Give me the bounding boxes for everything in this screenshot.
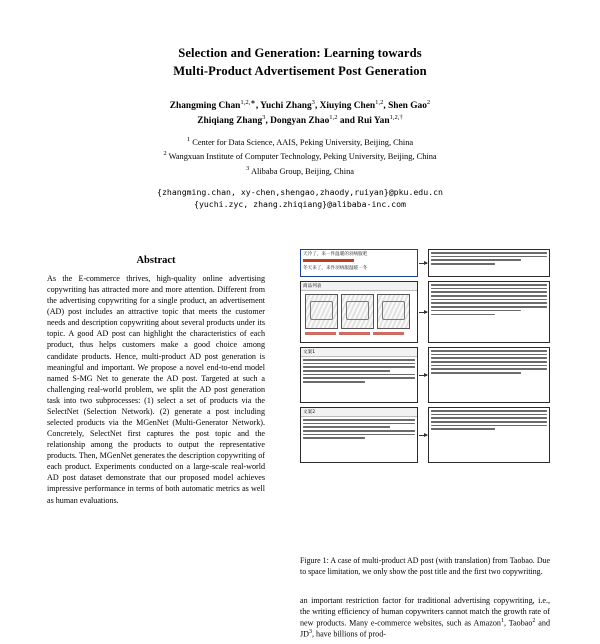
footnote-ref-2: 2 — [532, 617, 536, 624]
figure-copywriting-1 — [300, 347, 418, 403]
figure-translation-copy-1-text — [429, 348, 549, 378]
text-line — [431, 310, 521, 312]
text-line — [431, 306, 547, 308]
right-column-body — [300, 595, 550, 641]
text-line — [303, 370, 390, 372]
figure-copywriting-2 — [300, 407, 418, 463]
affiliation-1: $^1$ Center for Data Science, AAIS, Peking University, Beijing, China — [186, 135, 414, 147]
text-line — [431, 414, 547, 416]
figure-copywriting-2-title: 文案2 — [301, 408, 417, 417]
text-line — [431, 302, 547, 304]
text-line — [431, 288, 547, 290]
body-text-part-2: , Taobao — [503, 618, 533, 628]
product-thumbnail — [305, 294, 338, 329]
figure-translation-copy-1 — [428, 347, 550, 403]
text-line — [303, 430, 415, 432]
text-line — [431, 295, 547, 297]
affiliation-list — [40, 135, 560, 178]
product-price — [339, 332, 370, 335]
figure-post-header-subtitle: 冬天来了，来件羽绒服温暖一冬 — [303, 265, 368, 271]
text-line — [303, 374, 415, 376]
text-line — [431, 252, 547, 254]
title-line-2: Multi-Product Advertisement Post Generation — [173, 64, 427, 79]
figure-product-list-title: 商品列表 — [301, 282, 417, 291]
abstract-body: As the E-commerce thrives, high-quality online advertising copywriting has attracted more and more attention. Different from the advertising copywriting for a single product, an advertisement (AD) post includes an attractive topic that meets the customer needs and description copywriting about several products under its topic. A good AD post can highlight the characteristics of each product, thus helps customers make a good choice among candidate products. Hence, multi-product AD post generation is meaningful and important. We propose a novel end-to-end model named S-MG Net to generate the AD post. Targeted at such a challenging real-world problem, we split the AD post generation task into two subprocesses: (1) select a set of products via the SelectNet (Selection Network). (2) generate a post including selected products via the MGenNet (Multi-Generator Network). Concretely, SelectNet first captures the post topic and the relationship among the products to output the representative products. Then, MGenNet generates the description copywriting of each product. Experiments conducted on a large-scale real-world AD post dataset demonstrate that our proposed model achieves impressive performance in terms of both automatic metrics as well as human evaluations. — [47, 274, 265, 505]
figure-translation-products-text — [429, 282, 549, 319]
text-line — [431, 259, 521, 261]
email-line-2: {yuchi.zyc, zhang.zhiqiang}@alibaba-inc.com — [194, 199, 406, 210]
product-thumbnail — [341, 294, 374, 329]
text-line — [303, 419, 415, 421]
text-line — [303, 381, 365, 383]
figure-post-header — [300, 249, 418, 277]
figure-product-prices — [301, 332, 417, 337]
abstract-heading: Abstract — [136, 255, 176, 266]
connector-arrow — [419, 312, 427, 313]
text-line — [431, 357, 547, 359]
text-line — [431, 291, 547, 293]
figure-copywriting-1-title: 文案1 — [301, 348, 417, 357]
text-line — [431, 368, 547, 370]
body-text-part-4: , have billions of prod- — [312, 630, 386, 640]
text-line — [431, 410, 547, 412]
email-line-1: {zhangming.chan, xy-chen,shengao,zhaody,ruiyan}@pku.edu.cn — [157, 187, 443, 198]
figure-1 — [300, 249, 550, 549]
text-line — [303, 377, 415, 379]
text-line — [431, 417, 547, 419]
figure-post-header-title: 天冷了，来一件温暖的羽绒服吧 — [303, 251, 368, 257]
paper-page — [0, 44, 600, 644]
figure-translation-products — [428, 281, 550, 343]
figure-product-list — [300, 281, 418, 343]
figure-translation-header — [428, 249, 550, 277]
page-title — [60, 44, 540, 81]
text-line — [303, 366, 415, 368]
title-line-1: Selection and Generation: Learning towards — [178, 46, 422, 60]
text-line — [431, 299, 547, 301]
connector-arrow — [419, 435, 427, 436]
connector-arrow — [419, 263, 427, 264]
footnote-ref-3: 3 — [309, 629, 312, 636]
figure-translation-copy-2 — [428, 407, 550, 463]
body-text-part-1: an important restriction factor for traditional advertising copywriting, i.e., the writing efficiency of human copywriters cannot match the growth rate of new products. Many e-commerce websites, such as Amazon — [300, 595, 550, 628]
product-thumbnail — [377, 294, 410, 329]
text-line — [431, 256, 547, 258]
body-text-part-3: and JD — [300, 618, 550, 640]
product-price — [305, 332, 336, 335]
title-block — [60, 44, 540, 81]
text-line — [303, 359, 415, 361]
text-line — [431, 354, 547, 356]
connector-arrow — [419, 375, 427, 376]
author-line-1: Zhangming Chan$^{1,2,∗}$, Yuchi Zhang$^3$, Xiuying Chen$^{1,2}$, Shen Gao$^2$ — [169, 98, 431, 111]
affiliation-2: $^2$ Wangxuan Institute of Computer Technology, Peking University, Beijing, China — [163, 150, 437, 162]
figure-translation-header-text — [429, 250, 549, 269]
text-line — [431, 314, 495, 316]
text-line — [303, 363, 415, 365]
figure-copywriting-2-text — [301, 417, 417, 443]
text-line — [431, 372, 521, 374]
affiliation-3: $^3$ Alibaba Group, Beijing, China — [246, 164, 354, 176]
text-line — [431, 361, 547, 363]
left-column — [47, 249, 265, 506]
right-column — [300, 249, 550, 640]
text-line — [303, 426, 390, 428]
text-line — [431, 428, 495, 430]
author-line-2: Zhiqiang Zhang$^3$, Dongyan Zhao$^{1,2}$ and Rui Yan$^{1,2,\dagger}$ — [197, 114, 403, 127]
text-line — [431, 365, 547, 367]
footnote-ref-1: 1 — [500, 617, 504, 624]
text-line — [431, 421, 547, 423]
text-line — [303, 423, 415, 425]
product-price — [373, 332, 404, 335]
text-line — [431, 425, 547, 427]
text-line — [431, 350, 547, 352]
figure-header-accent-bar — [303, 259, 354, 262]
email-block — [0, 186, 600, 211]
figure-product-thumbnails — [301, 291, 417, 332]
body-columns — [0, 249, 600, 644]
figure-copywriting-1-text — [301, 357, 417, 387]
author-list — [28, 98, 572, 129]
figure-translation-copy-2-text — [429, 408, 549, 434]
text-line — [431, 263, 495, 265]
text-line — [431, 284, 547, 286]
figure-caption: Figure 1: A case of multi-product AD post (with translation) from Taobao. Due to space limitation, we only show the post title and the first two copywriting. — [300, 556, 550, 576]
text-line — [303, 434, 415, 436]
text-line — [303, 437, 365, 439]
